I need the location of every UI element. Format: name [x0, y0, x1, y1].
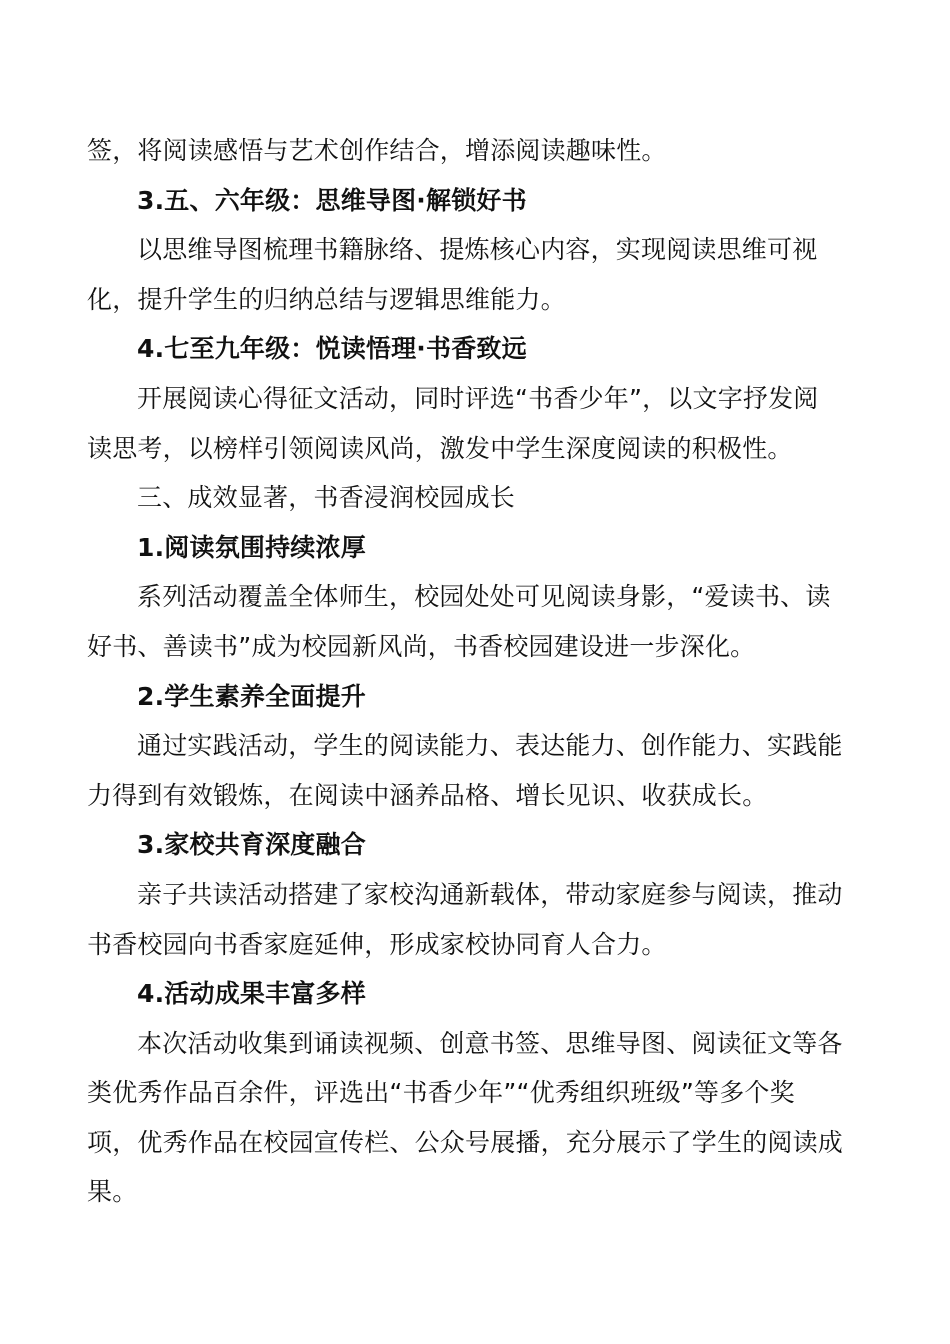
paragraph-line: 系列活动覆盖全体师生，校园处处可见阅读身影，“爱读书、读: [137, 582, 831, 612]
paragraph-line: 书香校园向书香家庭延伸，形成家校协同育人合力。: [87, 929, 667, 959]
paragraph-line: 开展阅读心得征文活动，同时评选“书香少年”，以文字抒发阅: [137, 383, 819, 413]
paragraph-line: 项，优秀作品在校园宣传栏、公众号展播，充分展示了学生的阅读成: [87, 1127, 844, 1157]
paragraph-line: 以思维导图梳理书籍脉络、提炼核心内容，实现阅读思维可视: [137, 235, 818, 265]
subheading-home-school: 3.家校共育深度融合: [137, 830, 366, 860]
document-body: [87, 126, 867, 1217]
paragraph-line: 亲子共读活动搭建了家校沟通新载体，带动家庭参与阅读，推动: [137, 879, 843, 909]
paragraph-line: 好书、善读书”成为校园新风尚，书香校园建设进一步深化。: [87, 631, 756, 661]
paragraph-line: 签，将阅读感悟与艺术创作结合，增添阅读趣味性。: [87, 136, 667, 165]
paragraph-line: 力得到有效锻炼，在阅读中涵养品格、增长见识、收获成长。: [87, 780, 768, 810]
subheading-activity-results: 4.活动成果丰富多样: [137, 979, 366, 1009]
paragraph-line: 类优秀作品百余件，评选出“书香少年”“优秀组织班级”等多个奖: [87, 1078, 795, 1108]
paragraph-line: 读思考，以榜样引领阅读风尚，激发中学生深度阅读的积极性。: [87, 433, 793, 463]
paragraph-line: 通过实践活动，学生的阅读能力、表达能力、创作能力、实践能: [137, 731, 843, 761]
paragraph-line: 本次活动收集到诵读视频、创意书签、思维导图、阅读征文等各: [137, 1028, 843, 1058]
paragraph-line: 果。: [87, 1177, 138, 1207]
subheading-reading-atmosphere: 1.阅读氛围持续浓厚: [137, 532, 366, 562]
subheading-grade-7-9: 4.七至九年级：悦读悟理·书香致远: [137, 334, 527, 364]
paragraph-line: 化，提升学生的归纳总结与逻辑思维能力。: [87, 284, 566, 314]
section-heading-results: 三、成效显著，书香浸润校园成长: [137, 483, 516, 513]
subheading-grade-5-6: 3.五、六年级：思维导图·解锁好书: [137, 185, 527, 215]
subheading-student-literacy: 2.学生素养全面提升: [137, 681, 366, 711]
